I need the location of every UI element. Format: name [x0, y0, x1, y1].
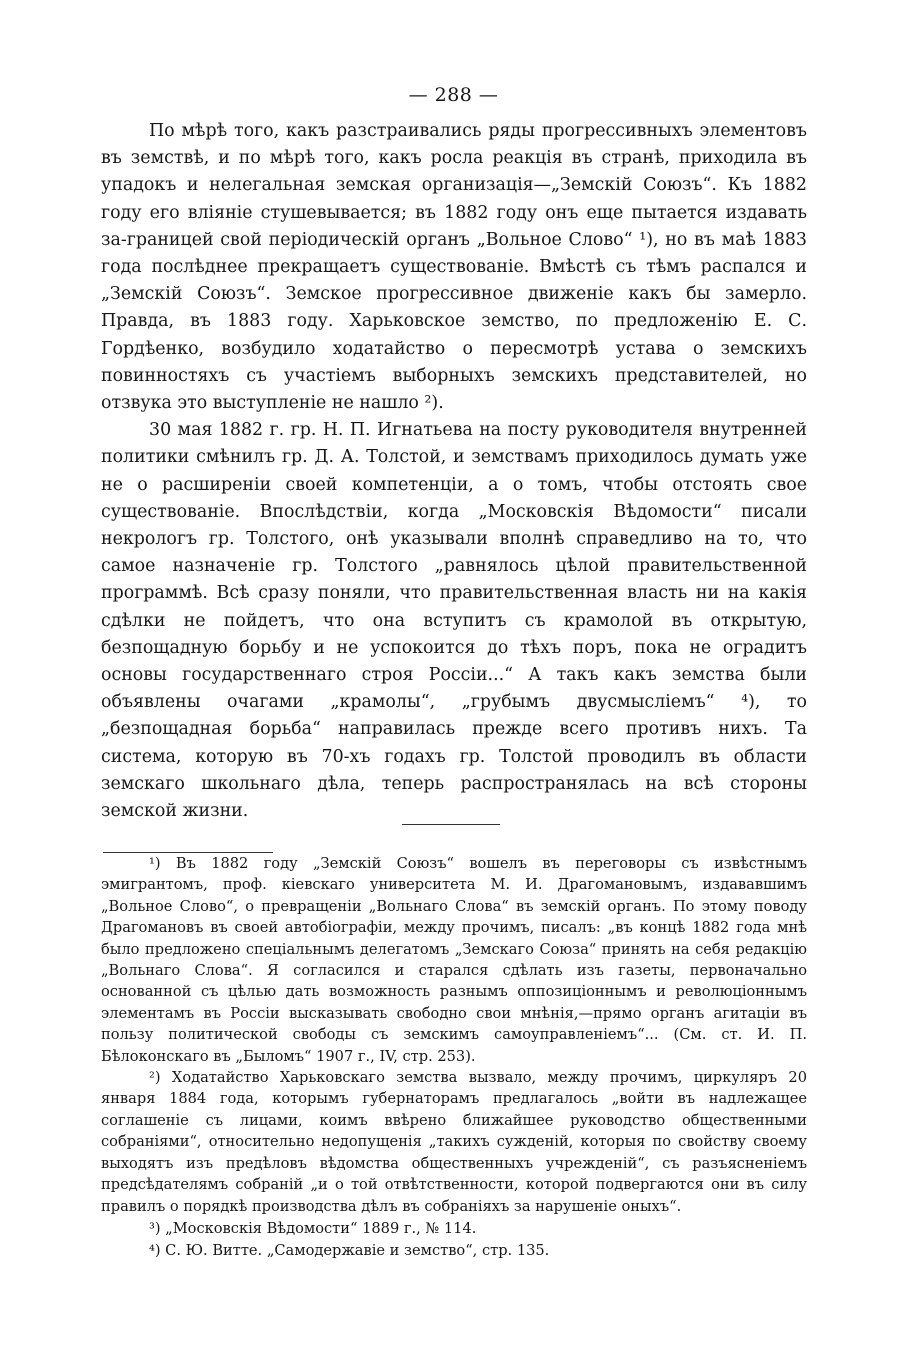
main-text [101, 118, 807, 825]
body-paragraph: По мѣрѣ того, какъ разстраивались ряды прогрессивныхъ элементовъ въ земствѣ, и по мѣрѣ того, какъ росла реакція въ странѣ, приходила въ упадокъ и нелегальная земская организація—„Земскій Союзъ“. Къ 1882 году его вліяніе стушевывается; въ 1882 году онъ еще пытается издавать за-границей свой періодическій органъ „Вольное Слово“ ¹), но въ маѣ 1883 года послѣднее прекращаетъ существованіе. Вмѣстѣ съ тѣмъ распался и „Земскій Союзъ“. Земское прогрессивное движеніе какъ бы замерло. Правда, въ 1883 году. Харьковское земство, по предложенію Е. С. Гордѣенко, возбудило ходатайство о пересмотрѣ устава о земскихъ повинностяхъ съ участіемъ выборныхъ земскихъ представителей, но отзвука это выступленіе не нашло ²). [101, 121, 807, 414]
page-number: — 288 — [408, 84, 499, 106]
footnote: ⁴) С. Ю. Витте. „Самодержавіе и земство“, стр. 135. [149, 1242, 550, 1260]
footnotes [101, 853, 807, 1262]
footnote: ³) „Московскія Вѣдомости“ 1889 г., № 114. [149, 1219, 477, 1237]
section-divider [402, 824, 500, 825]
body-paragraph: 30 мая 1882 г. гр. Н. П. Игнатьева на посту руководителя внутренней политики смѣнилъ гр. Д. А. Толстой, и земствамъ приходилось думать уже не о расширеніи своей компетенціи, а о томъ, чтобы отстоять свое существованіе. Впослѣдствіи, когда „Московскія Вѣдомости“ писали некрологъ гр. Толстого, онѣ указывали вполнѣ справедливо на то, что самое назначеніе гр. Толстого „равнялось цѣлой правительственной программѣ. Всѣ сразу поняли, что правительственная власть ни на какія сдѣлки не пойдетъ, что она вступитъ съ крамолой въ открытую, безпощадную борьбу и не успокоится до тѣхъ поръ, пока не оградитъ основы государственнаго строя Россіи...“ А такъ какъ земства были объявлены очагами „крамолы“, „грубымъ двусмысліемъ“ ⁴), то „безпощадная борьба“ направилась прежде всего противъ нихъ. Та система, которую въ 70-хъ годахъ гр. Толстой проводилъ въ области земскаго школьнаго дѣла, теперь распространялась на всѣ стороны земской жизни. [101, 420, 807, 822]
footnote: ²) Ходатайство Харьковскаго земства вызвало, между прочимъ, циркуляръ 20 января 1884 года, которымъ губернаторамъ предлагалось „войти въ надлежащее соглашеніе съ лицами, коимъ ввѣрено ближайшее руководство общественными собраніями“, относительно недопущенія „такихъ сужденій, которыя по свойству своему выходятъ изъ предѣловъ вѣдомства общественныхъ учрежденій“, съ разъясненіемъ предсѣдателямъ собраній „и о той отвѣтственности, которой подвергаются они въ силу правилъ о порядкѣ производства дѣлъ въ собраніяхъ за нарушеніе оныхъ“. [101, 1069, 807, 1215]
footnote: ¹) Въ 1882 году „Земскій Союзъ“ вошелъ въ переговоры съ извѣстнымъ эмигрантомъ, проф. кіевскаго университета М. И. Драгомановымъ, издававшимъ „Вольное Слово“, о превращеніи „Вольнаго Слова“ въ земскій органъ. По этому поводу Драгомановъ въ своей автобіографіи, между прочимъ, писалъ: „въ концѣ 1882 года мнѣ было предложено спеціальнымъ делегатомъ „Земскаго Союза“ принять на себя редакцію „Вольнаго Слова“. Я согласился и старался сдѣлать изъ газеты, первоначально основанной съ цѣлью дать возможность разнымъ оппозиціоннымъ и революціоннымъ элементамъ въ Россіи высказывать свободно свои мнѣнія,—прямо органъ агитаціи въ пользу политической свободы съ земскимъ самоуправленіемъ“... (См. ст. И. П. Бѣлоконскаго въ „Быломъ“ 1907 г., IV, стр. 253). [101, 855, 807, 1065]
